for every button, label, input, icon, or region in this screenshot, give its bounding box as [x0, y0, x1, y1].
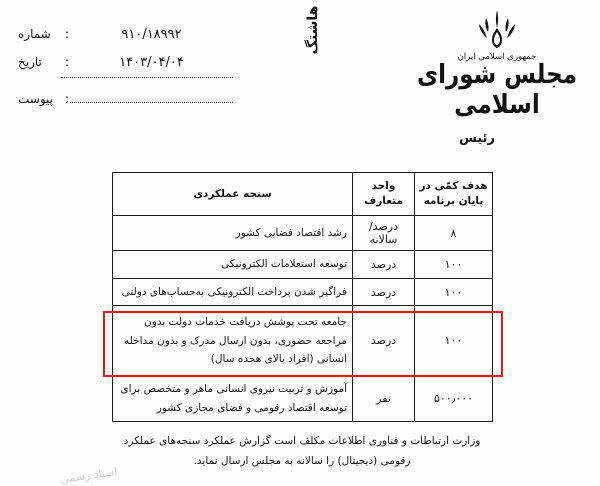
center-stamp: هاشتگ: [305, 5, 321, 55]
meta-label-attachment: پیوست: [18, 92, 53, 106]
column-header-unit: واحد متعارف: [353, 173, 415, 216]
cell-metric: توسعه استعلامات الکترونیکی: [113, 251, 353, 278]
document-header: [0, 0, 600, 160]
table-row: [113, 278, 493, 305]
cell-unit: نفر: [353, 376, 415, 422]
column-header-metric: سنجه عملکردی: [113, 173, 353, 216]
signature-role: رئیس: [458, 130, 496, 146]
cell-target: ۱۰۰: [415, 251, 493, 278]
table-row-highlighted: [113, 306, 493, 376]
iran-emblem-icon: [412, 8, 582, 50]
cell-unit: درصد: [353, 251, 415, 278]
cell-metric: فراگیر شدن پرداخت الکترونیکی به‌حساب‌های دولتی: [113, 278, 353, 305]
cell-unit: درصد/سالانه: [353, 216, 415, 251]
majles-title: مجلس شورای اسلامی: [417, 60, 577, 121]
meta-colon-attachment: :: [64, 91, 70, 106]
cell-metric: آموزش و تربیت نیروی انسانی ماهر و متخصص برای توسعه اقتصاد رقومی و فضای مجازی کشور: [113, 376, 353, 422]
meta-row-date: [18, 54, 233, 70]
meta-value-number: ۹۱۰/۱۸۹۹۲: [121, 27, 182, 42]
column-header-target: هدف کمّی در پایان برنامه: [415, 173, 493, 216]
kpi-table-wrapper: [112, 172, 492, 422]
meta-row-attachment: [18, 88, 233, 104]
meta-label-date: تاریخ: [18, 55, 42, 69]
table-row: [113, 376, 493, 422]
republic-title: جمهوری اسلامی ایران: [457, 52, 537, 62]
meta-row-number: [18, 26, 233, 42]
cell-unit: درصد: [353, 306, 415, 376]
cell-target: ۱۰۰: [415, 278, 493, 305]
footnote-text: وزارت ارتباطات و فناوری اطلاعات مکلف است گزارش عملکرد سنجه‌های عملکرد رقومی (دیجیتال) را سالانه به مجلس ارسال نماید.: [123, 435, 481, 467]
document-meta: [18, 26, 233, 116]
meta-value-date: ۱۴۰۳/۰۴/۰۴: [119, 55, 184, 70]
cell-target: ۵۰۰٫۰۰۰: [415, 376, 493, 422]
meta-divider: [61, 76, 233, 78]
meta-label-number: شماره: [18, 27, 51, 41]
kpi-table: [112, 172, 493, 422]
cell-metric: رشد اقتصاد فضایی کشور: [113, 216, 353, 251]
cell-metric: جامعه تحت پوشش دریافت خدمات دولت بدون مراجعه حضوری، بدون ارسال مدرک و بدون مداخله انسانی (افراد بالای هجده سال): [113, 306, 353, 376]
table-row: [113, 251, 493, 278]
meta-colon-number: :: [64, 26, 70, 41]
cell-target: ۸: [415, 216, 493, 251]
watermark: اسناد رسمی: [59, 465, 119, 486]
table-header-row: [113, 173, 493, 216]
meta-value-attachment: [70, 88, 233, 103]
cell-target: ۱۰۰: [415, 306, 493, 376]
letterhead-block: [412, 8, 582, 146]
meta-colon-date: :: [64, 54, 70, 69]
cell-unit: درصد: [353, 278, 415, 305]
table-row: [113, 216, 493, 251]
